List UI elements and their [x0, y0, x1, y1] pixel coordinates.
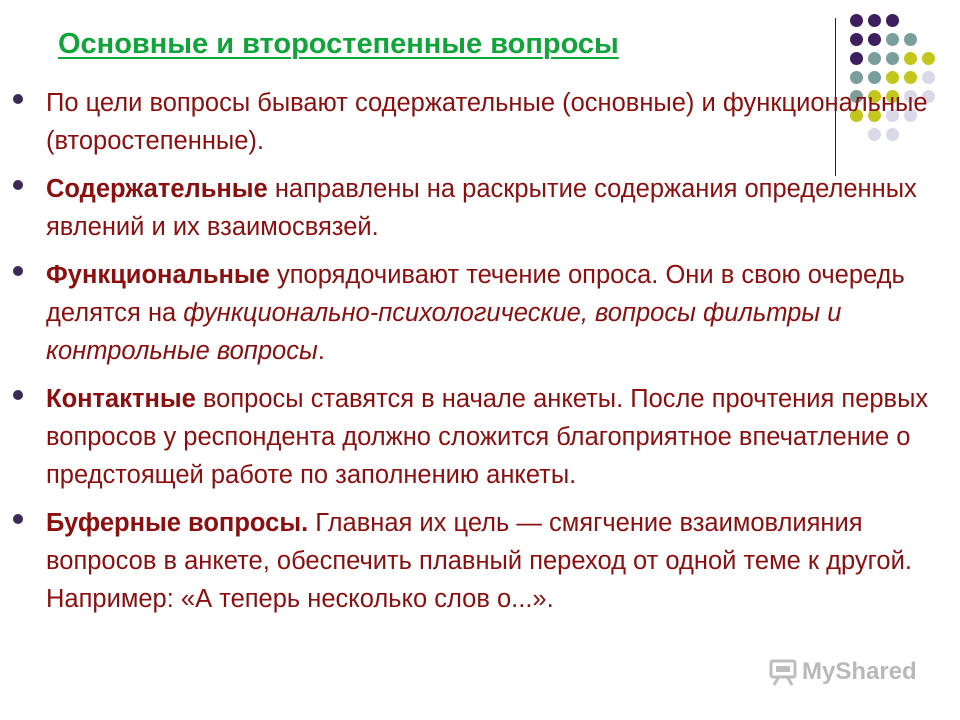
decorative-dot: [868, 52, 881, 65]
decorative-dot: [886, 71, 899, 84]
bullet-list: [0, 84, 960, 628]
decorative-dot: [850, 52, 863, 65]
bullet-icon: [13, 180, 23, 190]
decorative-dot: [904, 33, 917, 46]
bullet-icon: [13, 266, 23, 276]
decorative-dot: [922, 71, 935, 84]
decorative-dot: [886, 33, 899, 46]
bullet-icon: [13, 390, 23, 400]
decorative-dot: [904, 71, 917, 84]
decorative-dot: [850, 14, 863, 27]
item-term: Буферные вопросы.: [46, 509, 309, 537]
item-text: [46, 504, 950, 618]
projector-icon: [768, 657, 798, 687]
item-text: [46, 380, 950, 494]
list-item: [0, 84, 960, 160]
slide-title: Основные и второстепенные вопросы: [58, 28, 619, 60]
item-term: Содержательные: [46, 175, 268, 203]
bullet-icon: [13, 94, 23, 104]
decorative-dot: [868, 71, 881, 84]
decorative-dot: [922, 52, 935, 65]
item-italic-part: функционально-психологические, вопросы фильтры и контрольные вопросы: [46, 299, 842, 365]
item-text-part: Главная их цель — смягчение взаимовлияния вопросов в анкете, обеспечить плавный переход от одной теме к другой. Например: «А теперь несколько слов о...».: [46, 509, 912, 613]
decorative-dot: [886, 52, 899, 65]
item-text: [46, 256, 950, 370]
item-text-part: По цели вопросы бывают содержательные (основные) и функциональные (второстепенные).: [46, 89, 928, 155]
decorative-dot: [922, 33, 935, 46]
decorative-dot: [904, 52, 917, 65]
decorative-dot: [922, 14, 935, 27]
item-text-part: упорядочивают течение опроса. Они в свою очередь делятся на: [46, 261, 905, 327]
list-item: [0, 380, 960, 494]
item-text-part: .: [317, 337, 325, 365]
decorative-dot: [904, 14, 917, 27]
list-item: [0, 256, 960, 370]
item-text-part: направлены на раскрытие содержания определенных явлений и их взаимосвязей.: [46, 175, 917, 241]
decorative-dot: [850, 71, 863, 84]
list-item: [0, 504, 960, 618]
item-term: Контактные: [46, 385, 196, 413]
item-text: [46, 170, 950, 246]
decorative-dot: [850, 33, 863, 46]
decorative-dot: [868, 14, 881, 27]
decorative-dot: [868, 33, 881, 46]
item-text-part: вопросы ставятся в начале анкеты. После прочтения первых вопросов у респондента должно сложится благоприятное впечатление о предстоящей работе по заполнению анкеты.: [46, 385, 929, 489]
bullet-icon: [13, 514, 23, 524]
item-text: [46, 84, 950, 160]
list-item: [0, 170, 960, 246]
item-term: Функциональные: [46, 261, 270, 289]
decorative-dot: [886, 14, 899, 27]
watermark: [768, 657, 917, 687]
watermark-text: MyShared: [802, 658, 917, 685]
